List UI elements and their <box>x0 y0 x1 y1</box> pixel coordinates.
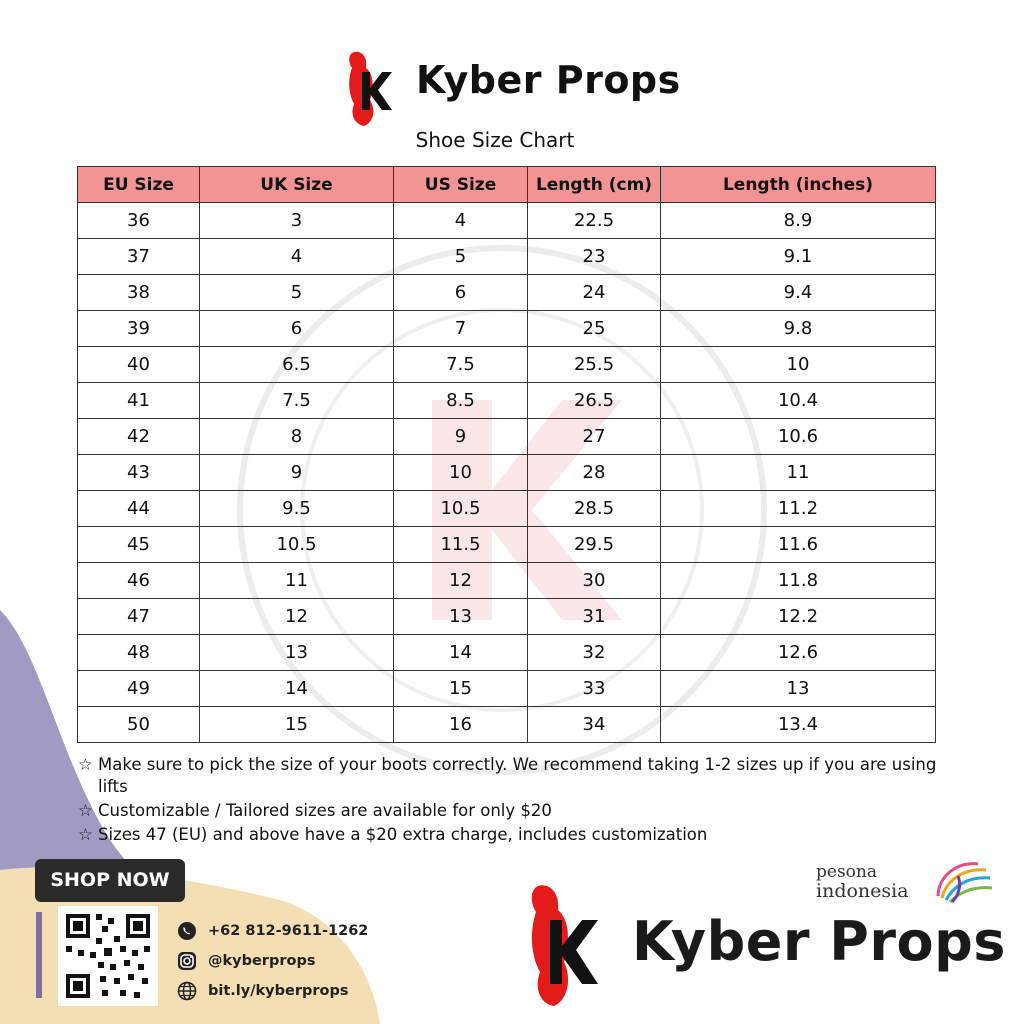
table-cell: 9.1 <box>661 239 936 275</box>
table-cell: 49 <box>78 671 200 707</box>
table-cell: 28.5 <box>528 491 661 527</box>
table-cell: 12 <box>200 599 394 635</box>
table-cell: 50 <box>78 707 200 743</box>
table-row <box>78 563 936 599</box>
table-cell: 28 <box>528 455 661 491</box>
contact-whatsapp[interactable] <box>176 916 368 946</box>
table-header-row <box>78 167 936 203</box>
table-row <box>78 311 936 347</box>
whatsapp-number: +62 812-9611-1262 <box>208 923 369 939</box>
website-link: bit.ly/kyberprops <box>208 983 349 999</box>
table-cell: 11.8 <box>661 563 936 599</box>
table-cell: 29.5 <box>528 527 661 563</box>
table-cell: 11 <box>200 563 394 599</box>
table-row <box>78 599 936 635</box>
pesona-text: pesona <box>816 862 877 882</box>
table-cell: 42 <box>78 419 200 455</box>
table-row <box>78 419 936 455</box>
logo-bottom <box>520 880 1006 1010</box>
note-text: Sizes 47 (EU) and above have a $20 extra charge, includes customization <box>98 825 708 844</box>
note-item <box>78 800 958 822</box>
table-row <box>78 383 936 419</box>
table-cell: 4 <box>200 239 394 275</box>
kyber-crystal-icon <box>520 880 610 1010</box>
table-cell: 10 <box>661 347 936 383</box>
instagram-icon <box>176 950 198 972</box>
header-uk-size: UK Size <box>200 167 394 203</box>
table-cell: 47 <box>78 599 200 635</box>
table-cell: 11.6 <box>661 527 936 563</box>
table-cell: 6 <box>200 311 394 347</box>
header-us-size: US Size <box>394 167 528 203</box>
star-icon: ☆ <box>78 755 93 774</box>
table-cell: 10.5 <box>394 491 528 527</box>
size-table <box>77 166 936 743</box>
table-cell: 13 <box>661 671 936 707</box>
table-cell: 14 <box>200 671 394 707</box>
star-icon: ☆ <box>78 801 93 820</box>
contact-list <box>176 916 368 1006</box>
page-title: Shoe Size Chart <box>415 128 575 152</box>
brand-name: Kyber Props <box>416 58 681 102</box>
table-cell: 11.2 <box>661 491 936 527</box>
table-cell: 33 <box>528 671 661 707</box>
table-cell: 9.4 <box>661 275 936 311</box>
table-row <box>78 239 936 275</box>
table-cell: 7.5 <box>394 347 528 383</box>
table-cell: 9.8 <box>661 311 936 347</box>
brand-name: Kyber Props <box>632 910 1006 973</box>
table-cell: 9 <box>200 455 394 491</box>
contact-instagram[interactable] <box>176 946 368 976</box>
table-row <box>78 635 936 671</box>
table-cell: 15 <box>394 671 528 707</box>
header-length-cm: Length (cm) <box>528 167 661 203</box>
table-body <box>78 203 936 743</box>
table-cell: 10 <box>394 455 528 491</box>
table-cell: 25.5 <box>528 347 661 383</box>
table-row <box>78 275 936 311</box>
note-item <box>78 824 958 846</box>
table-cell: 12 <box>394 563 528 599</box>
note-text: Customizable / Tailored sizes are available for only $20 <box>98 801 552 820</box>
table-cell: 5 <box>394 239 528 275</box>
table-row <box>78 491 936 527</box>
table-cell: 11.5 <box>394 527 528 563</box>
table-cell: 23 <box>528 239 661 275</box>
table-cell: 7 <box>394 311 528 347</box>
table-cell: 6.5 <box>200 347 394 383</box>
table-cell: 22.5 <box>528 203 661 239</box>
table-cell: 12.2 <box>661 599 936 635</box>
table-cell: 37 <box>78 239 200 275</box>
table-cell: 11 <box>661 455 936 491</box>
table-cell: 34 <box>528 707 661 743</box>
table-cell: 12.6 <box>661 635 936 671</box>
star-icon: ☆ <box>78 825 93 844</box>
table-cell: 13.4 <box>661 707 936 743</box>
table-cell: 4 <box>394 203 528 239</box>
table-cell: 25 <box>528 311 661 347</box>
table-cell: 39 <box>78 311 200 347</box>
table-cell: 32 <box>528 635 661 671</box>
table-cell: 16 <box>394 707 528 743</box>
table-row <box>78 455 936 491</box>
table-cell: 45 <box>78 527 200 563</box>
table-row <box>78 527 936 563</box>
table-cell: 43 <box>78 455 200 491</box>
table-cell: 7.5 <box>200 383 394 419</box>
table-cell: 3 <box>200 203 394 239</box>
table-cell: 46 <box>78 563 200 599</box>
table-row <box>78 203 936 239</box>
table-cell: 15 <box>200 707 394 743</box>
notes-list <box>78 754 958 848</box>
instagram-handle: @kyberprops <box>208 953 316 969</box>
table-cell: 36 <box>78 203 200 239</box>
table-cell: 13 <box>394 599 528 635</box>
table-cell: 44 <box>78 491 200 527</box>
table-cell: 26.5 <box>528 383 661 419</box>
table-row <box>78 671 936 707</box>
table-row <box>78 347 936 383</box>
table-cell: 48 <box>78 635 200 671</box>
table-cell: 30 <box>528 563 661 599</box>
table-cell: 27 <box>528 419 661 455</box>
qr-code[interactable] <box>58 906 158 1006</box>
globe-icon <box>176 980 198 1002</box>
table-cell: 13 <box>200 635 394 671</box>
shop-now-button[interactable]: SHOP NOW <box>35 859 185 902</box>
table-cell: 8 <box>200 419 394 455</box>
table-cell: 8.9 <box>661 203 936 239</box>
note-text: Make sure to pick the size of your boots correctly. We recommend taking 1-2 sizes up if you are using lifts <box>98 755 937 796</box>
table-cell: 9 <box>394 419 528 455</box>
table-cell: 10.4 <box>661 383 936 419</box>
table-cell: 9.5 <box>200 491 394 527</box>
table-cell: 8.5 <box>394 383 528 419</box>
contact-link[interactable] <box>176 976 368 1006</box>
header-eu-size: EU Size <box>78 167 200 203</box>
table-cell: 38 <box>78 275 200 311</box>
table-cell: 6 <box>394 275 528 311</box>
table-cell: 14 <box>394 635 528 671</box>
table-cell: 10.5 <box>200 527 394 563</box>
note-item <box>78 754 958 798</box>
header-length-inches: Length (inches) <box>661 167 936 203</box>
indonesia-text: indonesia <box>816 880 909 902</box>
table-cell: 31 <box>528 599 661 635</box>
table-cell: 40 <box>78 347 200 383</box>
table-row <box>78 707 936 743</box>
decorative-bar <box>36 912 42 998</box>
table-cell: 10.6 <box>661 419 936 455</box>
table-cell: 41 <box>78 383 200 419</box>
kyber-crystal-icon <box>340 48 404 128</box>
whatsapp-icon <box>176 920 198 942</box>
logo-top <box>340 48 681 128</box>
table-cell: 24 <box>528 275 661 311</box>
table-cell: 5 <box>200 275 394 311</box>
